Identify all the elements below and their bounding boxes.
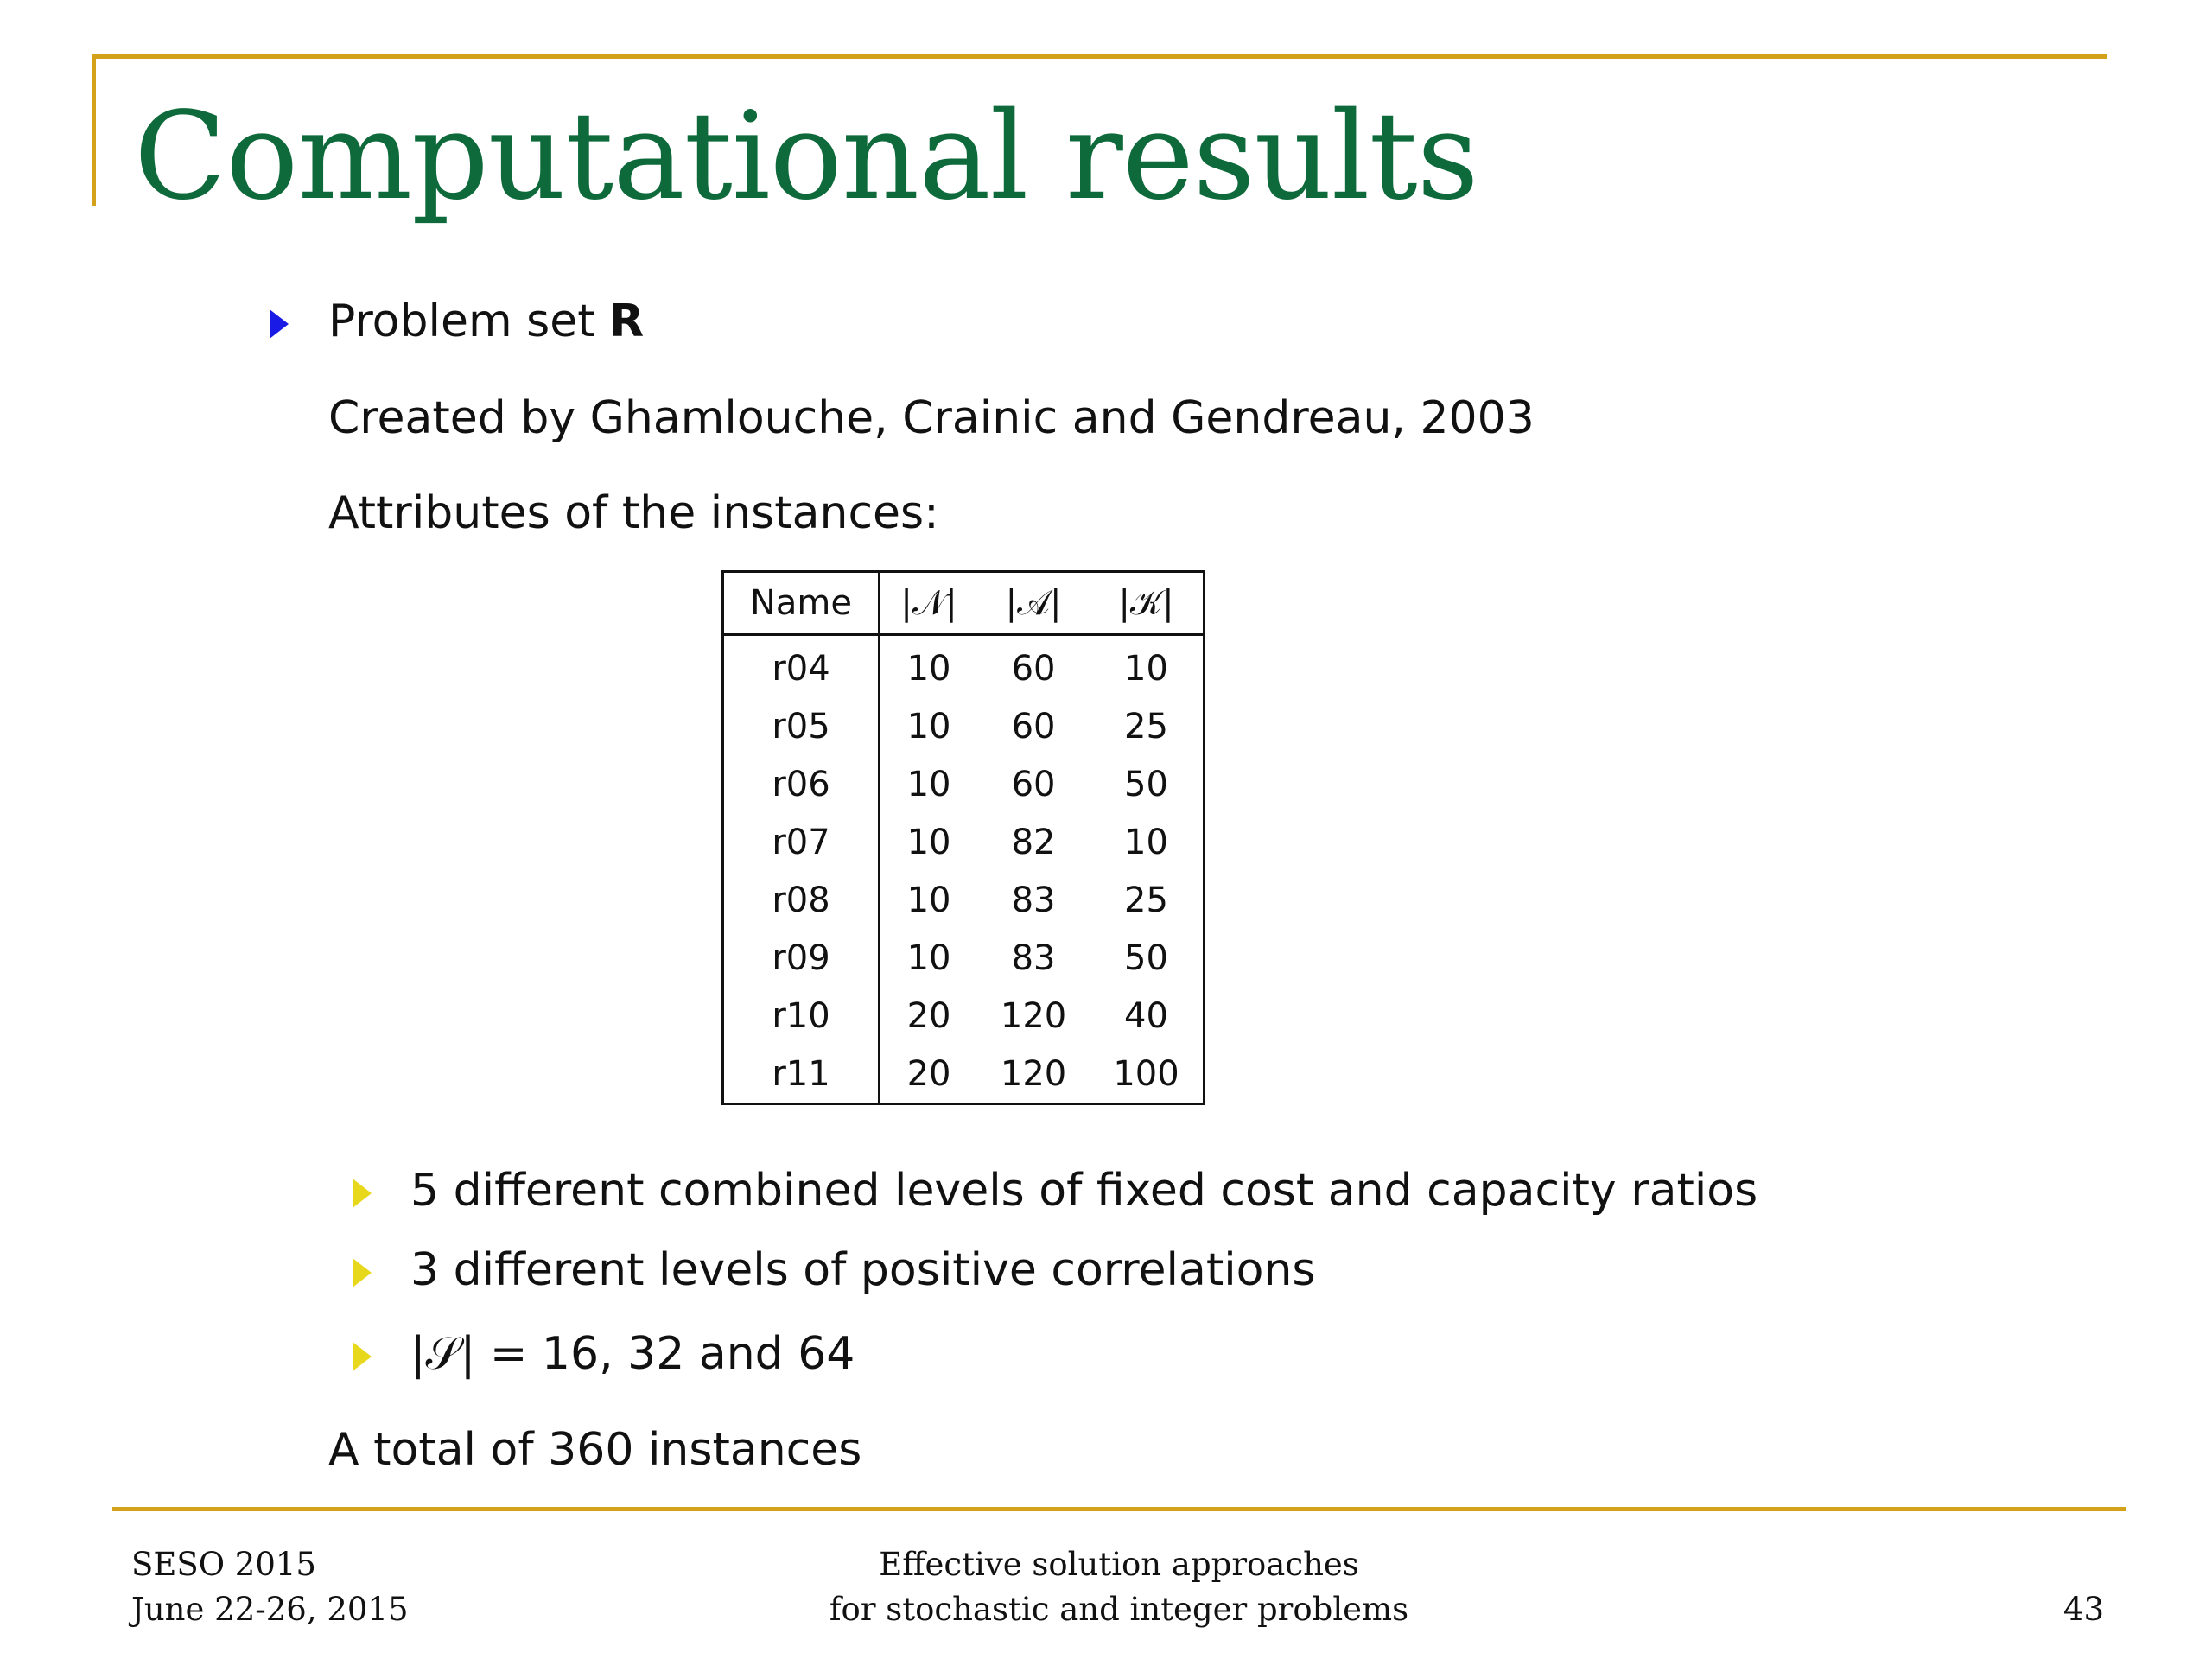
table-cell: 100 [1113, 1053, 1179, 1094]
sub-bullet-correlations: 3 different levels of positive correlations [410, 1244, 1316, 1296]
table-header-arcs: |𝒜| [977, 572, 1090, 635]
table-cell: 40 [1124, 995, 1168, 1036]
footer-talk-line2: for stochastic and integer problems [829, 1591, 1409, 1628]
attributes-label: Attributes of the instances: [328, 487, 939, 539]
page-number: 43 [2063, 1591, 2104, 1628]
table-cell: r07 [723, 813, 880, 871]
table-header-name: Name [723, 572, 880, 635]
table-cell: 50 [1124, 764, 1168, 804]
sub-bullet-arrow-icon [353, 1179, 372, 1208]
table-header-nodes: |𝒩| [880, 572, 978, 635]
table-cell: r11 [723, 1045, 880, 1104]
table-row [723, 1045, 1205, 1104]
table-cell: 60 [1011, 764, 1056, 804]
table-cell: 10 [906, 706, 951, 747]
table-cell: 10 [906, 938, 951, 978]
table-row [723, 755, 1205, 813]
footer-center [0, 1542, 2212, 1632]
left-rule [92, 54, 96, 206]
sub-bullet-cost-ratios: 5 different combined levels of fixed cost and capacity ratios [410, 1165, 1758, 1217]
table-cell: 10 [906, 764, 951, 804]
problem-set-prefix: Problem set [328, 296, 610, 347]
table-row [723, 813, 1205, 871]
table-row [723, 697, 1205, 755]
table-cell: 60 [1011, 648, 1056, 689]
table-cell: r06 [723, 755, 880, 813]
sub-bullet-arrow-icon [353, 1258, 372, 1287]
slide-title: Computational results [134, 86, 1478, 227]
table-cell: r05 [723, 697, 880, 755]
table-cell: 25 [1124, 706, 1168, 747]
table-cell: 83 [1011, 880, 1056, 920]
table-cell: 120 [1000, 995, 1067, 1036]
sub-bullet-arrow-icon [353, 1342, 372, 1371]
footer-talk-line1: Effective solution approaches [879, 1546, 1359, 1583]
problem-set-line [328, 296, 645, 347]
table-cell: r09 [723, 929, 880, 987]
instances-table [721, 570, 1205, 1105]
created-by-line: Created by Ghamlouche, Crainic and Gendreau, 2003 [328, 392, 1535, 444]
table-cell: 20 [906, 1053, 951, 1094]
total-instances: A total of 360 instances [328, 1424, 862, 1476]
footer-event: SESO 2015 [131, 1546, 316, 1583]
table-cell: 60 [1011, 706, 1056, 747]
table-row [723, 987, 1205, 1045]
table-cell: 82 [1011, 822, 1056, 862]
problem-set-name: R [609, 296, 645, 347]
footer-dates: June 22-26, 2015 [131, 1591, 409, 1628]
top-rule [92, 54, 2107, 59]
table-row [723, 929, 1205, 987]
table-cell: 25 [1124, 880, 1168, 920]
bullet-arrow-icon [270, 309, 289, 339]
table-row [723, 871, 1205, 929]
sub-bullet-scenarios: |𝒮| = 16, 32 and 64 [410, 1328, 855, 1380]
table-row [723, 635, 1205, 698]
table-cell: 120 [1000, 1053, 1067, 1094]
table-cell: 50 [1124, 938, 1168, 978]
table-cell: r04 [723, 635, 880, 698]
table-cell: r10 [723, 987, 880, 1045]
table-cell: 10 [1124, 822, 1168, 862]
table-cell: r08 [723, 871, 880, 929]
table-cell: 20 [906, 995, 951, 1036]
table-header-commodities: |𝒦| [1090, 572, 1204, 635]
table-cell: 10 [906, 648, 951, 689]
table-cell: 10 [906, 822, 951, 862]
table-cell: 10 [1124, 648, 1168, 689]
table-header-row [723, 572, 1205, 635]
table-cell: 10 [906, 880, 951, 920]
table-cell: 83 [1011, 938, 1056, 978]
bottom-rule [112, 1507, 2126, 1511]
